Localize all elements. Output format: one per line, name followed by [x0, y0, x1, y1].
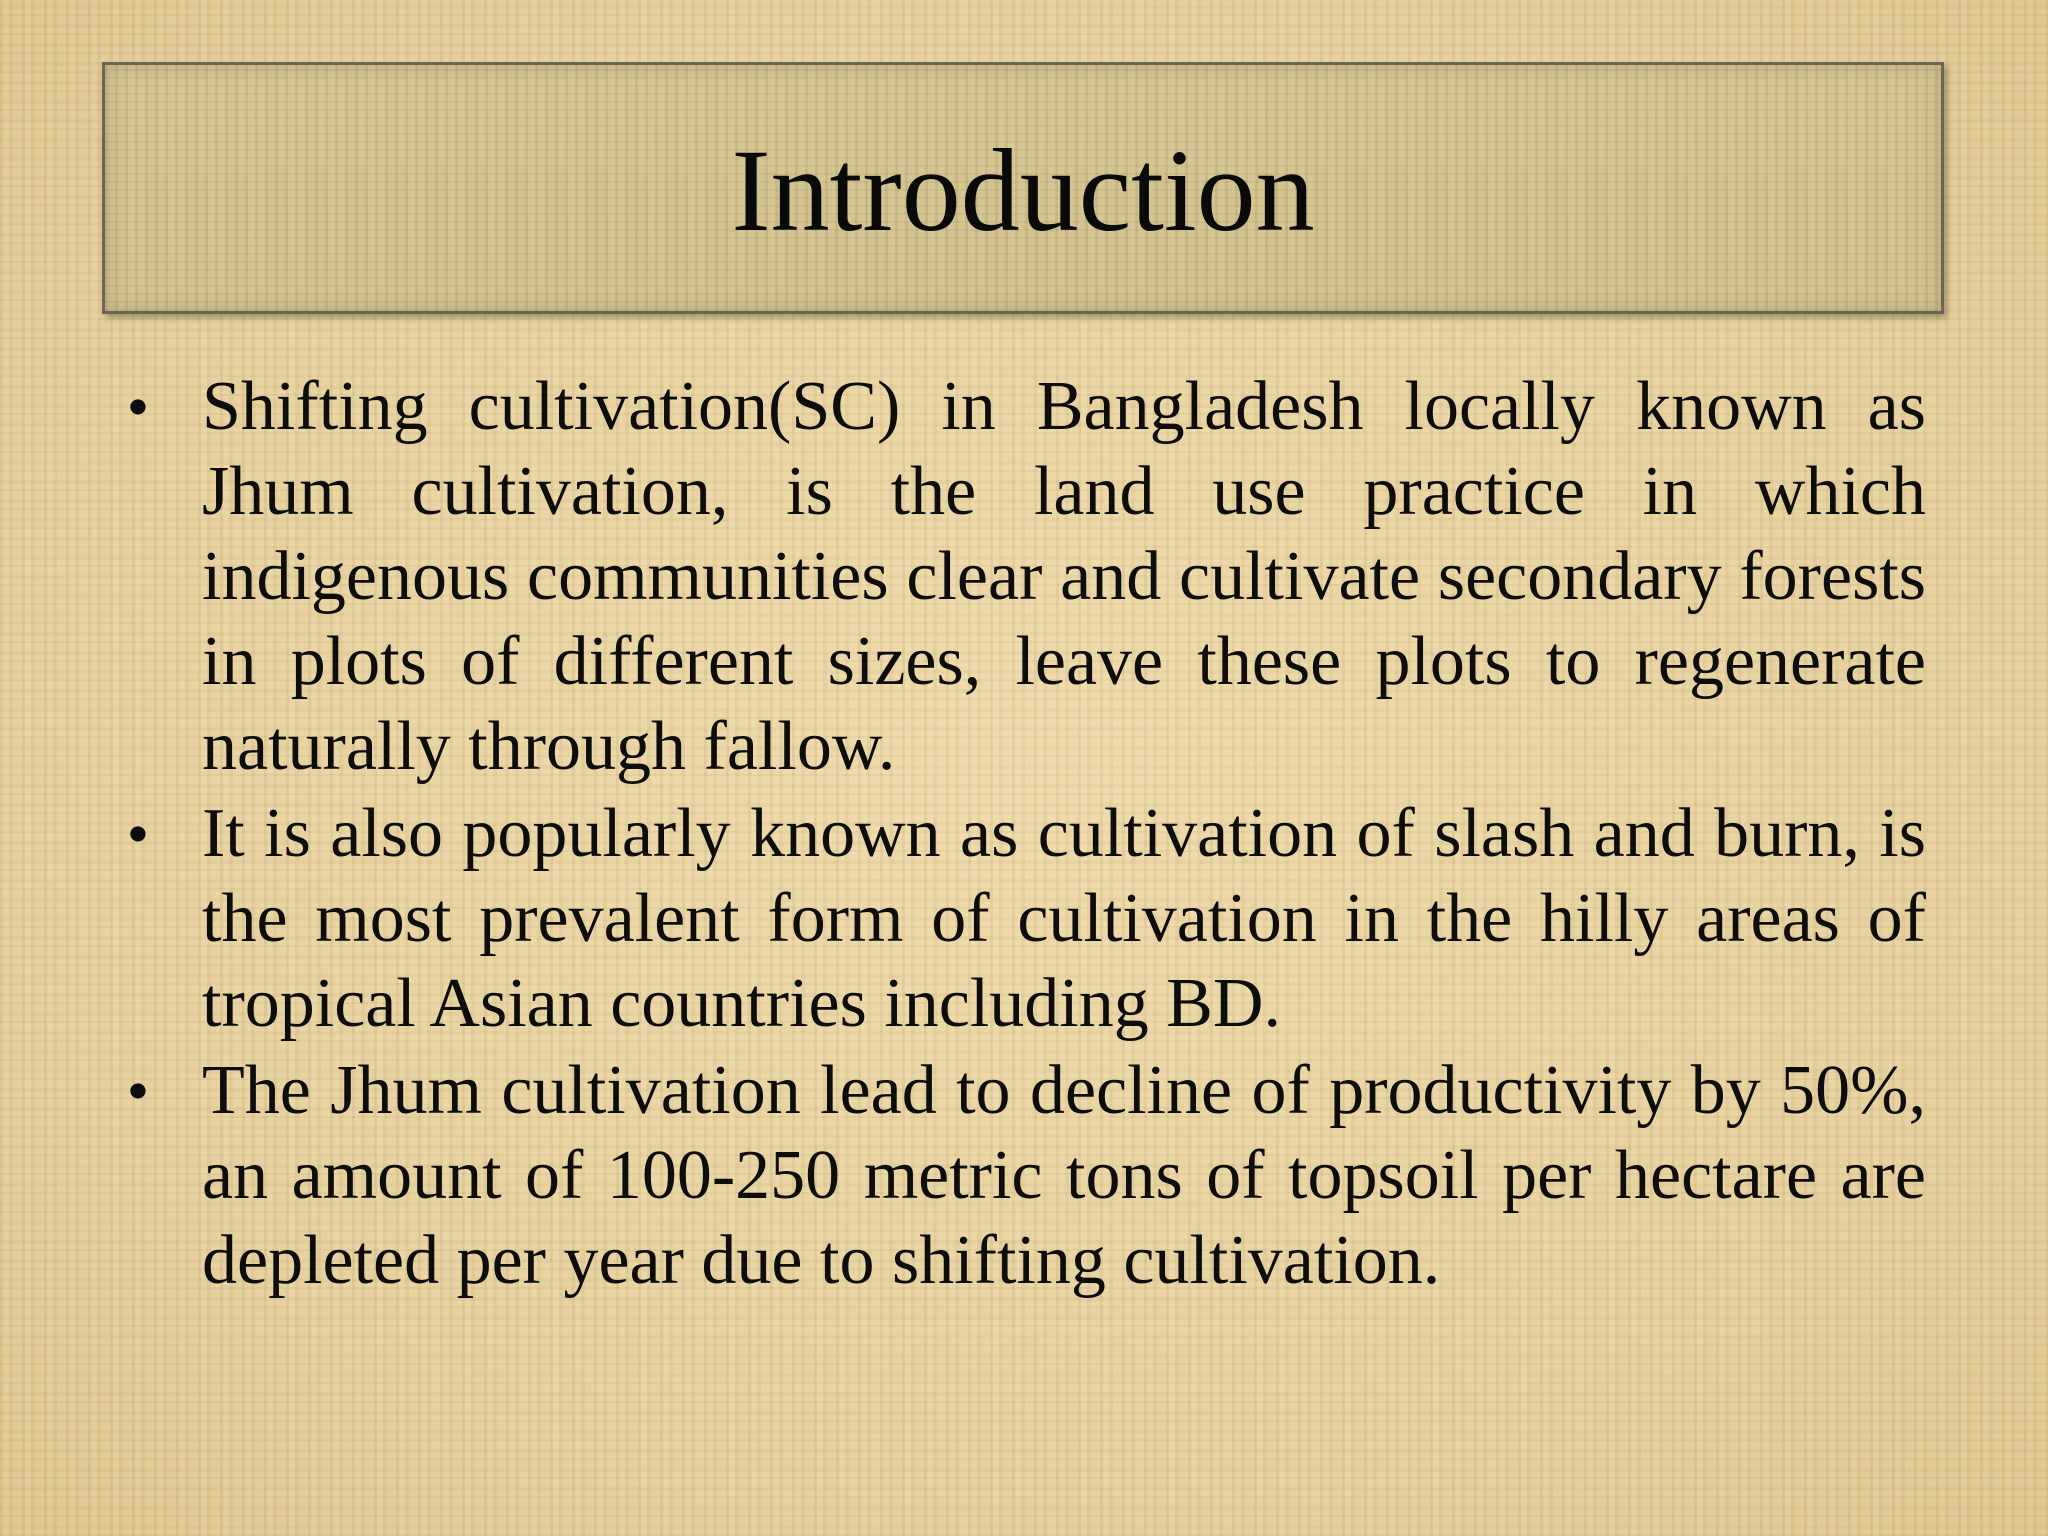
- slide-title: Introduction: [731, 125, 1315, 256]
- bullet-text: The Jhum cultivation lead to decline of productivity by 50%, an amount of 100-250 metric tons of topsoil per hectare are depleted per year due to shifting cultivation.: [202, 1052, 1926, 1299]
- bullet-point-icon: •: [126, 798, 150, 869]
- bullet-point-icon: •: [126, 1055, 150, 1126]
- title-box: [102, 62, 1944, 314]
- bullet-item: [118, 1048, 1926, 1303]
- bullet-list: [118, 364, 1926, 1305]
- bullet-item: [118, 364, 1926, 789]
- bullet-text: It is also popularly known as cultivation of slash and burn, is the most prevalent form of cultivation in the hilly areas of tropical Asian countries including BD.: [202, 795, 1926, 1042]
- bullet-text: Shifting cultivation(SC) in Bangladesh locally known as Jhum cultivation, is the land use practice in which indigenous communities clear and cultivate secondary forests in plots of different sizes, leave these plots to regenerate naturally through fallow.: [202, 368, 1926, 785]
- bullet-item: [118, 791, 1926, 1046]
- bullet-point-icon: •: [126, 371, 150, 442]
